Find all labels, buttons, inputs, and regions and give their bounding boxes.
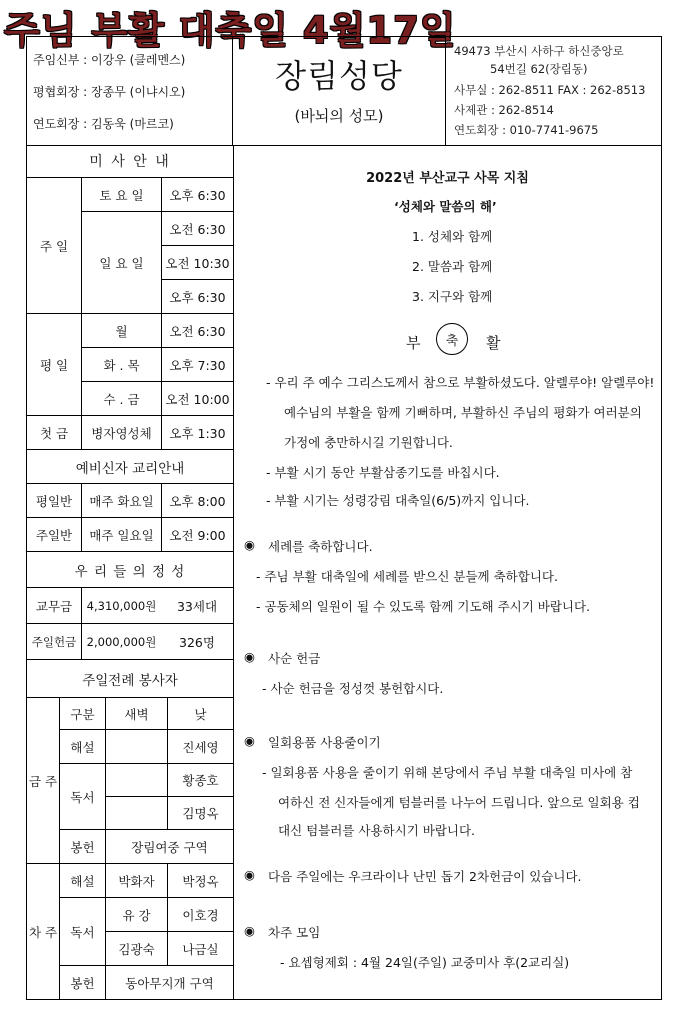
address-line2: 54번길 62(장림동) — [490, 62, 588, 76]
sunday-class-day: 매주 일요일 — [81, 517, 161, 551]
tue-thu-time: 오후 7:30 — [161, 347, 233, 381]
tue-thu-label: 화 . 목 — [81, 347, 161, 381]
servers-head-role: 구분 — [59, 697, 105, 729]
lent-title: 사순 헌금 — [268, 651, 321, 666]
nw-reader-label: 독서 — [59, 897, 105, 965]
nw-reader-day-1: 이호경 — [167, 897, 233, 931]
lent-bullet-icon: ◉ — [244, 649, 255, 664]
sunday-group: 주 일 — [27, 177, 81, 313]
monday-label: 월 — [81, 313, 161, 347]
ukraine-bullet-icon: ◉ — [244, 867, 255, 882]
tw-reader-day-1: 황종호 — [167, 763, 233, 796]
disposable-line-3: 대신 텀블러를 사용하시기 바랍니다. — [278, 823, 476, 838]
tithe-count: 33세대 — [161, 587, 233, 623]
diocese-motto: ‘성체와 말씀의 해’ — [394, 199, 497, 214]
yeondo-president: 연도회장 : 김동욱 (마르코) — [33, 117, 174, 131]
banner-text: 주님 부활 대축일 4월17일 — [4, 9, 457, 52]
weekday-group: 평 일 — [27, 313, 81, 415]
bulletin-frame — [26, 36, 662, 1000]
tw-reader-dawn-1 — [105, 763, 167, 796]
nw-reader-dawn-1: 유 강 — [105, 897, 167, 931]
servers-head-dawn: 새벽 — [105, 697, 167, 729]
tithe-amount: 4,310,000원 — [81, 587, 161, 623]
easter-line-5: - 부활 시기는 성령강림 대축일(6/5)까지 입니다. — [266, 493, 530, 508]
next-meeting-title: 차주 모임 — [268, 925, 321, 940]
council-president: 평협회장 : 장종무 (이냐시오) — [33, 85, 186, 99]
baptism-line-2: - 공동체의 일원이 될 수 있도록 함께 기도해 주시기 바랍니다. — [256, 599, 591, 614]
baptism-title: 세례를 축하합니다. — [268, 539, 373, 554]
disposable-title: 일회용품 사용줄이기 — [268, 735, 381, 750]
nw-commentary-dawn: 박화자 — [105, 863, 167, 897]
next-meeting-line: - 요셉형제회 : 4월 24일(주일) 교중미사 후(2교리실) — [280, 955, 570, 970]
sunday-class: 주일반 — [27, 517, 81, 551]
sunday-offering-count: 326명 — [161, 623, 233, 659]
next-week-label: 차 주 — [27, 863, 59, 999]
first-friday-time: 오후 1:30 — [161, 415, 233, 449]
nw-offering-value: 동아무지개 구역 — [105, 965, 233, 999]
easter-line-3: 가정에 충만하시길 기원합니다. — [284, 435, 453, 450]
header-left — [27, 37, 233, 145]
directive-2: 2. 말씀과 함께 — [412, 259, 493, 274]
sunday-class-time: 오전 9:00 — [161, 517, 233, 551]
tw-reader-dawn-2 — [105, 796, 167, 829]
nw-reader-dawn-2: 김광숙 — [105, 931, 167, 965]
nw-reader-day-2: 나금실 — [167, 931, 233, 965]
yeondo-phone: 연도회장 : 010-7741-9675 — [454, 123, 599, 137]
header-center — [233, 37, 446, 145]
diocese-title: 2022년 부산교구 사목 지침 — [366, 171, 529, 186]
first-friday-label: 병자영성체 — [81, 415, 161, 449]
weekday-class-day: 매주 화요일 — [81, 483, 161, 517]
catechumen-title: 예비신자 교리안내 — [27, 449, 233, 483]
pastor: 주임신부 : 이강우 (클레멘스) — [33, 53, 186, 67]
tw-commentary-dawn — [105, 729, 167, 763]
address-line1: 49473 부산시 사하구 하신중앙로 — [454, 44, 624, 58]
sidebar — [27, 145, 234, 999]
sunday-time-3: 오후 6:30 — [161, 279, 233, 313]
sunday-time-1: 오전 6:30 — [161, 211, 233, 245]
tw-reader-label: 독서 — [59, 763, 105, 829]
rectory-phone: 사제관 : 262-8514 — [454, 103, 554, 117]
saturday-label: 토 요 일 — [81, 177, 161, 211]
tw-commentary-label: 해설 — [59, 729, 105, 763]
church-name: 장림성당 — [275, 57, 403, 95]
nw-offering-label: 봉헌 — [59, 965, 105, 999]
disposable-bullet-icon: ◉ — [244, 733, 255, 748]
sunday-time-2: 오전 10:30 — [161, 245, 233, 279]
tw-offering-value: 장림여중 구역 — [105, 829, 233, 863]
tithe-label: 교무금 — [27, 587, 81, 623]
church-subtitle: (바뇌의 성모) — [294, 107, 384, 125]
mass-title: 미 사 안 내 — [89, 154, 171, 170]
weekday-class: 평일반 — [27, 483, 81, 517]
easter-line-4: - 부활 시기 동안 부활삼종기도를 바칩시다. — [266, 465, 500, 480]
directive-1: 1. 성체와 함께 — [412, 229, 493, 244]
baptism-line-1: - 주님 부활 대축일에 세례를 받으신 분들께 축하합니다. — [256, 569, 558, 584]
main-content — [234, 145, 661, 999]
disposable-line-2: 여하신 전 신자들에게 텀블러를 나누어 드립니다. 앞으로 일회용 컵 — [278, 795, 640, 810]
servers-head-day: 낮 — [167, 697, 233, 729]
easter-line-1: - 우리 주 예수 그리스도께서 참으로 부활하셨도다. 알렐루야! 알렐루야! — [266, 375, 655, 390]
easter-heading-right: 활 — [486, 334, 501, 352]
lent-line: - 사순 헌금을 정성껏 봉헌합시다. — [262, 681, 444, 696]
wed-fri-time: 오전 10:00 — [161, 381, 233, 415]
monday-time: 오전 6:30 — [161, 313, 233, 347]
tw-reader-day-2: 김명옥 — [167, 796, 233, 829]
first-friday-group: 첫 금 — [27, 415, 81, 449]
directive-3: 3. 지구와 함께 — [412, 289, 493, 304]
sunday-label: 일 요 일 — [81, 211, 161, 313]
tw-commentary-day: 진세영 — [167, 729, 233, 763]
ukraine-notice: 다음 주일에는 우크라이나 난민 돕기 2차헌금이 있습니다. — [268, 869, 582, 884]
easter-heading-left: 부 — [406, 334, 421, 352]
disposable-line-1: - 일회용품 사용을 줄이기 위해 본당에서 주님 부활 대축일 미사에 참 — [262, 765, 633, 780]
nw-commentary-day: 박정옥 — [167, 863, 233, 897]
tw-offering-label: 봉헌 — [59, 829, 105, 863]
meeting-bullet-icon: ◉ — [244, 923, 255, 938]
saturday-time: 오후 6:30 — [161, 177, 233, 211]
this-week-label: 금 주 — [27, 697, 59, 863]
offering-title: 우 리 들 의 정 성 — [27, 551, 233, 587]
header-right — [446, 37, 661, 145]
sunday-offering-amount: 2,000,000원 — [81, 623, 161, 659]
nw-commentary-label: 해설 — [59, 863, 105, 897]
easter-line-2: 예수님의 부활을 함께 기뻐하며, 부활하신 주님의 평화가 여러분의 — [284, 405, 642, 420]
sunday-offering-label: 주일헌금 — [27, 623, 81, 659]
wed-fri-label: 수 . 금 — [81, 381, 161, 415]
servers-title: 주일전례 봉사자 — [27, 659, 233, 697]
easter-seal-icon: 축 — [436, 323, 468, 355]
office-phone: 사무실 : 262-8511 FAX : 262-8513 — [454, 83, 646, 97]
weekday-class-time: 오후 8:00 — [161, 483, 233, 517]
baptism-bullet-icon: ◉ — [244, 537, 255, 552]
